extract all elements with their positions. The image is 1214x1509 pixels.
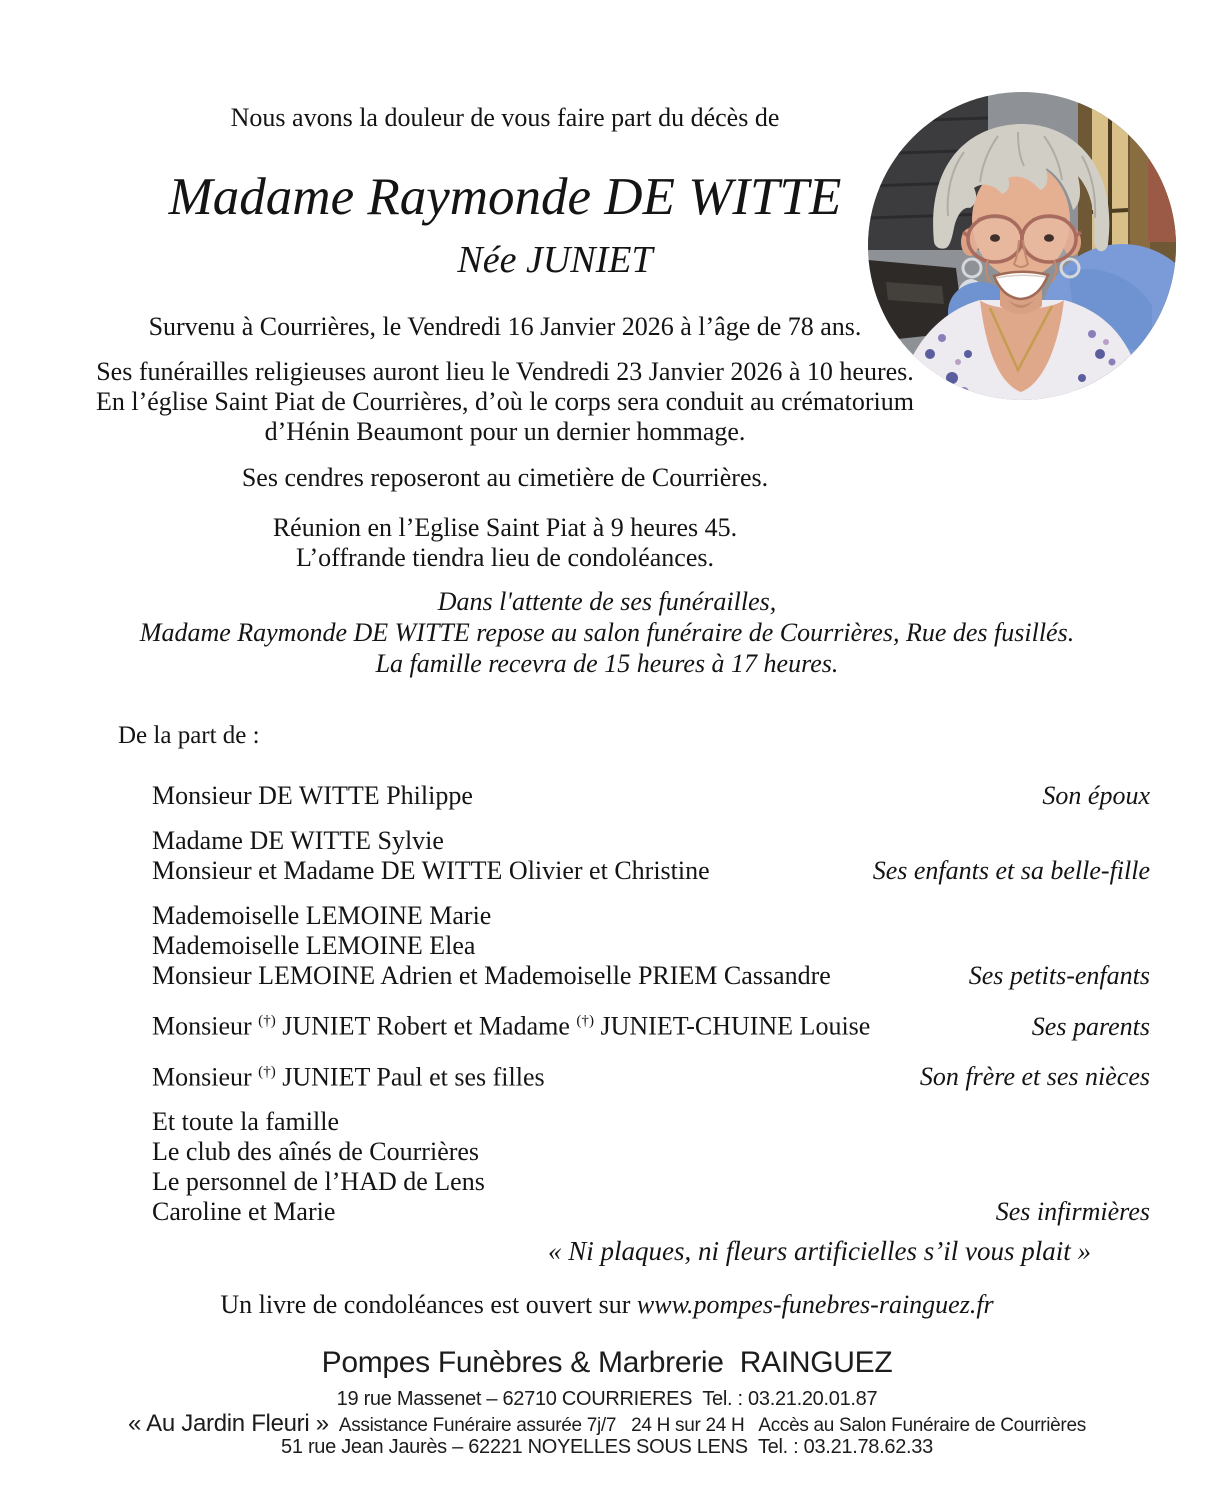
maiden-name: Née JUNIET xyxy=(457,239,653,281)
relationship-label: Ses parents xyxy=(1031,1011,1150,1041)
family-names xyxy=(152,1006,870,1042)
condolence-book-line xyxy=(0,1290,1214,1320)
family-group xyxy=(152,826,1150,886)
family-member-name: Caroline et Marie xyxy=(152,1197,336,1227)
repose-line: Dans l'attente de ses funérailles, xyxy=(437,587,777,616)
family-member-name: Monsieur (†) JUNIET Paul et ses filles xyxy=(152,1062,545,1092)
no-flowers-quote: « Ni plaques, ni fleurs artificielles s’il vous plait » xyxy=(548,1236,1091,1266)
family-group xyxy=(152,1057,1150,1093)
funeral-home-address-1: 19 rue Massenet – 62710 COURRIERES Tel. : 03.21.20.01.87 xyxy=(336,1388,878,1410)
family-member-name: Monsieur et Madame DE WITTE Olivier et Christine xyxy=(152,856,710,885)
condolence-book-url: www.pompes-funebres-rainguez.fr xyxy=(636,1290,994,1319)
family-member-name: Monsieur DE WITTE Philippe xyxy=(152,781,473,810)
funeral-home-name: Pompes Funèbres & Marbrerie RAINGUEZ xyxy=(321,1346,893,1379)
funeral-home-services-line xyxy=(0,1410,1214,1438)
funeral-home-services: Assistance Funéraire assurée 7j/7 24 H sur 24 H Accès au Salon Funéraire de Courrières xyxy=(338,1415,1086,1436)
family-names xyxy=(152,1107,485,1227)
repose-paragraph xyxy=(0,586,1214,679)
funeral-line: En l’église Saint Piat de Courrières, d’où le corps sera conduit au crématorium xyxy=(95,387,915,416)
family-group xyxy=(152,1006,1150,1042)
relationship-label: Son époux xyxy=(1042,781,1150,810)
family-list xyxy=(152,781,1150,1242)
death-line: Survenu à Courrières, le Vendredi 16 Janvier 2026 à l’âge de 78 ans. xyxy=(148,312,862,341)
family-member-name: Mademoiselle LEMOINE Marie xyxy=(152,901,492,930)
family-member-name: Et toute la famille xyxy=(152,1107,339,1137)
family-member-name: Le personnel de l’HAD de Lens xyxy=(152,1167,485,1197)
family-member-name: Le club des aînés de Courrières xyxy=(152,1137,480,1167)
reunion-line: Réunion en l’Eglise Saint Piat à 9 heures 45. xyxy=(272,513,738,542)
funeral-line: d’Hénin Beaumont pour un dernier hommage. xyxy=(264,417,746,446)
funeral-home-brand: « Au Jardin Fleuri » xyxy=(128,1410,329,1437)
family-names xyxy=(152,826,710,886)
deceased-dagger: (†) xyxy=(258,1063,276,1080)
reunion-line: L’offrande tiendra lieu de condoléances. xyxy=(296,543,714,572)
funeral-line: Ses funérailles religieuses auront lieu le Vendredi 23 Janvier 2026 à 10 heures. xyxy=(96,357,914,386)
family-member-name: Monsieur LEMOINE Adrien et Mademoiselle PRIEM Cassandre xyxy=(152,961,831,990)
family-heading: De la part de : xyxy=(118,722,260,749)
family-member-name: Mademoiselle LEMOINE Elea xyxy=(152,931,476,960)
deceased-dagger: (†) xyxy=(258,1013,276,1029)
family-member-name: Monsieur (†) JUNIET Robert et Madame (†) JUNIET-CHUINE Louise xyxy=(152,1011,871,1041)
relationship-label: Ses petits-enfants xyxy=(968,961,1150,990)
relationship-label: Ses infirmières xyxy=(995,1197,1150,1227)
family-names xyxy=(152,781,473,811)
family-names xyxy=(152,1057,545,1093)
family-names xyxy=(152,901,831,991)
ashes-line: Ses cendres reposeront au cimetière de Courrières. xyxy=(241,463,769,492)
funeral-home-address-2: 51 rue Jean Jaurès – 62221 NOYELLES SOUS LENS Tel. : 03.21.78.62.33 xyxy=(281,1436,933,1458)
condolence-book-text: Un livre de condoléances est ouvert sur xyxy=(220,1290,637,1319)
repose-line: Madame Raymonde DE WITTE repose au salon funéraire de Courrières, Rue des fusillés. xyxy=(139,618,1075,647)
repose-line: La famille recevra de 15 heures à 17 heures. xyxy=(375,649,839,678)
family-group xyxy=(152,1107,1150,1227)
reunion-paragraph xyxy=(0,513,1010,573)
relationship-label: Ses enfants et sa belle-fille xyxy=(872,856,1150,885)
deceased-name-title: Madame Raymonde DE WITTE xyxy=(168,168,842,226)
family-group xyxy=(152,781,1150,811)
family-member-name: Madame DE WITTE Sylvie xyxy=(152,826,444,855)
funeral-paragraph xyxy=(0,357,1010,447)
deceased-dagger: (†) xyxy=(576,1013,594,1029)
relationship-label: Son frère et ses nièces xyxy=(919,1062,1150,1092)
family-group xyxy=(152,901,1150,991)
intro-line: Nous avons la douleur de vous faire part du décès de xyxy=(230,103,780,132)
